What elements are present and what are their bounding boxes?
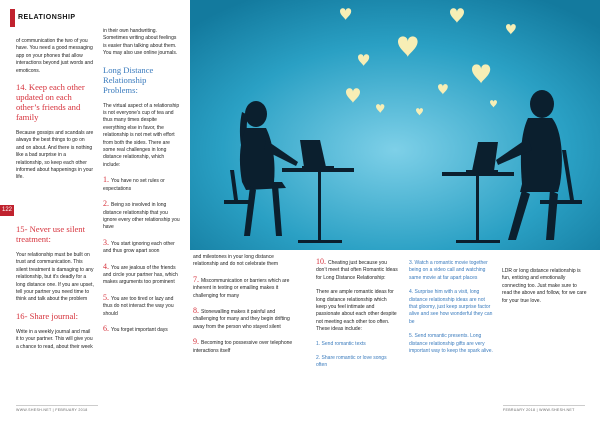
list-item: 5. Send romantic presents. Long distance relationship gifts are very important way to keep the spark alive. <box>409 333 493 355</box>
list-item: 9. Becoming too possessive over telephone interactions itself <box>193 337 293 354</box>
paragraph: Because gossips and scandals are always the best things to go on and on about. And there is nothing like a bad surprise in a relationship, so keep each other informed about happenings in your life. <box>16 130 94 181</box>
list-item: 4. You are jealous of the friends and circle your partner has, which makes arguments too prominent <box>103 261 178 286</box>
footer-right: FEBRUARY 2018 | WWW.SHESH.NET <box>503 408 575 412</box>
footer-left: WWW.SHESH.NET | FEBRUARY 2018 <box>16 408 88 412</box>
couple-illustration <box>190 0 600 250</box>
paragraph: The virtual aspect of a relationship is not everyone’s cup of tea and thus many times despite everything else in favor, the relationship is not met with effort from both the sides. There are some real challenges in long distance relationship, which include: <box>103 102 180 168</box>
hero-photo <box>190 0 600 250</box>
heading-tip-15: 15- Never use silent treatment: <box>16 224 85 244</box>
page-number: 122 <box>0 205 14 216</box>
list-item: 4. Surprise him with a visit, long distance relationship ideas are not that gloomy, just keep surprise factor alive and see how wonderful they can be <box>409 289 493 325</box>
paragraph: Write in a weekly journal and mail it to your partner. This will give you a chance to read, about their week <box>16 328 93 350</box>
section-title: RELATIONSHIP <box>18 14 76 21</box>
list-item: 1. Send romantic texts <box>316 340 366 347</box>
column-5 <box>409 260 494 362</box>
column-1 <box>16 38 94 189</box>
list-item: 3. Watch a romantic movie together being on a video call and watching same movie at far apart places <box>409 260 488 281</box>
list-item: 1. You have no set rules or expectations <box>103 175 165 192</box>
list-item: 2. Being so involved in long distance relationship that you ignore every other relationship you have <box>103 199 180 231</box>
paragraph: LDR or long distance relationship is fun, enticing and emotionally connecting too. Just make sure to read the above and follow, for we care for your true love. <box>502 268 587 304</box>
column-2 <box>103 28 181 341</box>
list-item: 6. You forget important days <box>103 323 168 333</box>
column-1-continued <box>16 224 94 358</box>
list-item: 3. You start ignoring each other and thus grow apart soon <box>103 237 175 255</box>
paragraph: in their own handwriting. Sometimes writing about feelings is easier than talking about them. You may also use online journals. <box>103 28 178 57</box>
footer-divider <box>16 405 98 406</box>
section-marker <box>10 9 15 27</box>
list-item: 10. Cheating just because you don’t meet that often Romantic Ideas for Long Distance Relationship: <box>316 257 398 281</box>
list-item: 5. You are too tired or lazy and thus do not interact the way you should <box>103 292 174 317</box>
list-item: 2. Share romantic or love songs often <box>316 355 387 369</box>
footer-divider <box>503 405 585 406</box>
paragraph: and milestones in your long distance relationship and do not celebrate them <box>193 254 279 268</box>
paragraph: There are ample romantic ideas for long distance relationship which keep you feel intimate and passionate about each other despite not meeting each other too often. These ideas include: <box>316 289 397 333</box>
heading-tip-14: 14. Keep each other updated on each other’s friends and family <box>16 82 85 123</box>
heading-tip-16: 16- Share journal: <box>16 310 79 321</box>
paragraph: Your relationship must be built on trust and communication. This silent treatment is damaging to any relationship, but it's deadly for a long distance one. If you are upset, tell your partner you need time to think and talk about the problem <box>16 252 94 303</box>
column-6 <box>502 268 587 312</box>
paragraph: of communication the two of you have. You need a good messaging app on your phones that allow interactions beyond just words and emoticons. <box>16 38 93 74</box>
list-item: 8. Stonewalling makes it painful and challenging for many and they begin drifting away from the person who stayed silent <box>193 306 290 330</box>
heading-problems: Long Distance Relationship Problems: <box>103 64 154 95</box>
column-4 <box>316 258 398 377</box>
column-3 <box>193 254 293 362</box>
list-item: 7. Miscommunication or barriers which are inherent in texting or emailing makes it challenging for many <box>193 274 290 299</box>
